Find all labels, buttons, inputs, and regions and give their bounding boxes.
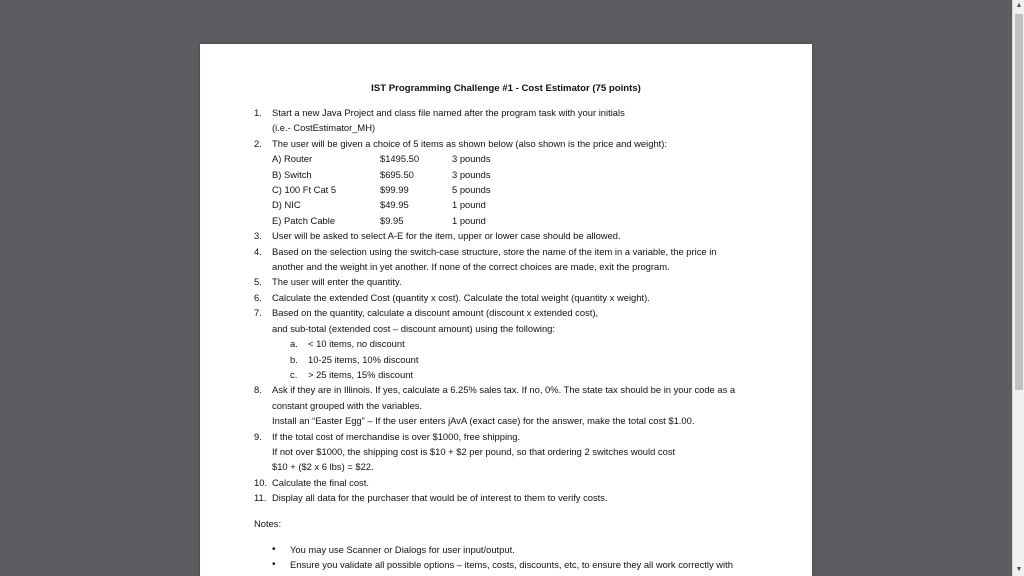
item-text: Calculate the extended Cost (quantity x cost). Calculate the total weight (quantity x weight).	[272, 291, 650, 303]
item-text: The user will enter the quantity.	[272, 276, 402, 288]
item-number: 10.	[254, 476, 268, 488]
item-text: Display all data for the purchaser that would be of interest to them to verify costs.	[272, 492, 608, 504]
list-item	[254, 244, 774, 275]
discount-text: < 10 items, no discount	[308, 338, 405, 350]
list-item	[254, 305, 774, 336]
option-name: B) Switch	[272, 168, 312, 180]
option-row	[272, 182, 774, 197]
item-text: Based on the quantity, calculate a discount amount (discount x extended cost),	[272, 307, 599, 319]
option-weight: 1 pound	[452, 199, 486, 211]
list-item	[254, 290, 774, 305]
discount-letter: a.	[290, 338, 298, 350]
bullet-icon: •	[272, 559, 276, 571]
item-number: 4.	[254, 245, 262, 257]
discount-letter: c.	[290, 368, 298, 380]
item-number: 8.	[254, 384, 262, 396]
item-text: Start a new Java Project and class file named after the program task with your initials	[272, 107, 625, 118]
item-number: 6.	[254, 291, 262, 303]
note-item	[254, 542, 774, 557]
discount-item	[254, 367, 774, 382]
item-text: (i.e.- CostEstimator_MH)	[272, 122, 376, 134]
item-text: constant grouped with the variables.	[272, 399, 423, 411]
item-text: If the total cost of merchandise is over $1000, free shipping.	[272, 430, 521, 442]
discount-text: 10-25 items, 10% discount	[308, 353, 419, 365]
item-number: 3.	[254, 230, 262, 242]
list-item	[254, 475, 774, 490]
item-text: $10 + ($2 x 6 lbs) = $22.	[272, 461, 374, 473]
list-item	[254, 429, 774, 475]
discount-item	[254, 336, 774, 351]
option-weight: 5 pounds	[452, 184, 491, 196]
notes-label: Notes:	[254, 517, 282, 529]
item-text: another and the weight in yet another. If none of the correct choices are made, exit the program.	[272, 261, 670, 273]
note-item	[254, 557, 774, 572]
list-item	[254, 490, 774, 505]
note-text: You may use Scanner or Dialogs for user input/output.	[290, 543, 515, 555]
bullet-icon: •	[272, 543, 276, 555]
item-number: 5.	[254, 276, 262, 288]
item-text: Ask if they are in Illinois. If yes, calculate a 6.25% sales tax. If no, 0%. The state tax should be in your code as a	[272, 384, 736, 396]
option-name: A) Router	[272, 153, 313, 165]
option-row	[272, 213, 774, 228]
item-text: Based on the selection using the switch-case structure, store the name of the item in a variable, the price in	[272, 245, 717, 257]
note-text: Ensure you validate all possible options – items, costs, discounts, etc, to ensure they all work correctly with	[290, 559, 733, 571]
item-number: 2.	[254, 137, 262, 149]
list-item	[254, 105, 774, 136]
option-price: $9.95	[380, 214, 404, 226]
discount-item	[254, 352, 774, 367]
list-item	[254, 274, 774, 289]
list-item	[254, 228, 774, 243]
item-number: 1.	[254, 107, 262, 118]
option-row	[272, 167, 774, 182]
discount-text: > 25 items, 15% discount	[308, 368, 414, 380]
item-text: User will be asked to select A-E for the item, upper or lower case should be allowed.	[272, 230, 621, 242]
document-body	[254, 105, 774, 573]
vertical-scrollbar[interactable]	[1012, 0, 1024, 576]
option-weight: 3 pounds	[452, 168, 491, 180]
scrollbar-thumb[interactable]	[1015, 14, 1023, 390]
option-name: E) Patch Cable	[272, 214, 336, 226]
option-weight: 3 pounds	[452, 153, 491, 165]
option-name: D) NIC	[272, 199, 301, 211]
document-page	[200, 44, 812, 576]
scroll-up-icon[interactable]: ▲	[1015, 2, 1023, 9]
option-row	[272, 197, 774, 212]
item-number: 11.	[254, 492, 267, 504]
discount-letter: b.	[290, 353, 298, 365]
option-price: $99.99	[380, 184, 409, 196]
item-number: 7.	[254, 307, 262, 319]
list-item	[254, 382, 774, 428]
item-text: Calculate the final cost.	[272, 476, 369, 488]
scroll-down-icon[interactable]: ▼	[1015, 566, 1023, 573]
item-text: The user will be given a choice of 5 items as shown below (also shown is the price and weight):	[272, 137, 667, 149]
list-item	[254, 136, 774, 228]
document-title: IST Programming Challenge #1 - Cost Estimator (75 points)	[371, 83, 641, 94]
option-row	[272, 151, 774, 166]
item-text: If not over $1000, the shipping cost is $10 + $2 per pound, so that ordering 2 switches would cost	[272, 445, 676, 457]
item-number: 9.	[254, 430, 262, 442]
item-text: and sub-total (extended cost – discount amount) using the following:	[272, 322, 555, 334]
item-text: Install an “Easter Egg” – If the user enters jAvA (exact case) for the answer, make the total cost $1.00.	[272, 415, 695, 427]
option-price: $1495.50	[380, 153, 420, 165]
option-name: C) 100 Ft Cat 5	[272, 184, 337, 196]
option-price: $695.50	[380, 168, 414, 180]
option-weight: 1 pound	[452, 214, 486, 226]
option-price: $49.95	[380, 199, 409, 211]
notes-list	[254, 542, 774, 573]
